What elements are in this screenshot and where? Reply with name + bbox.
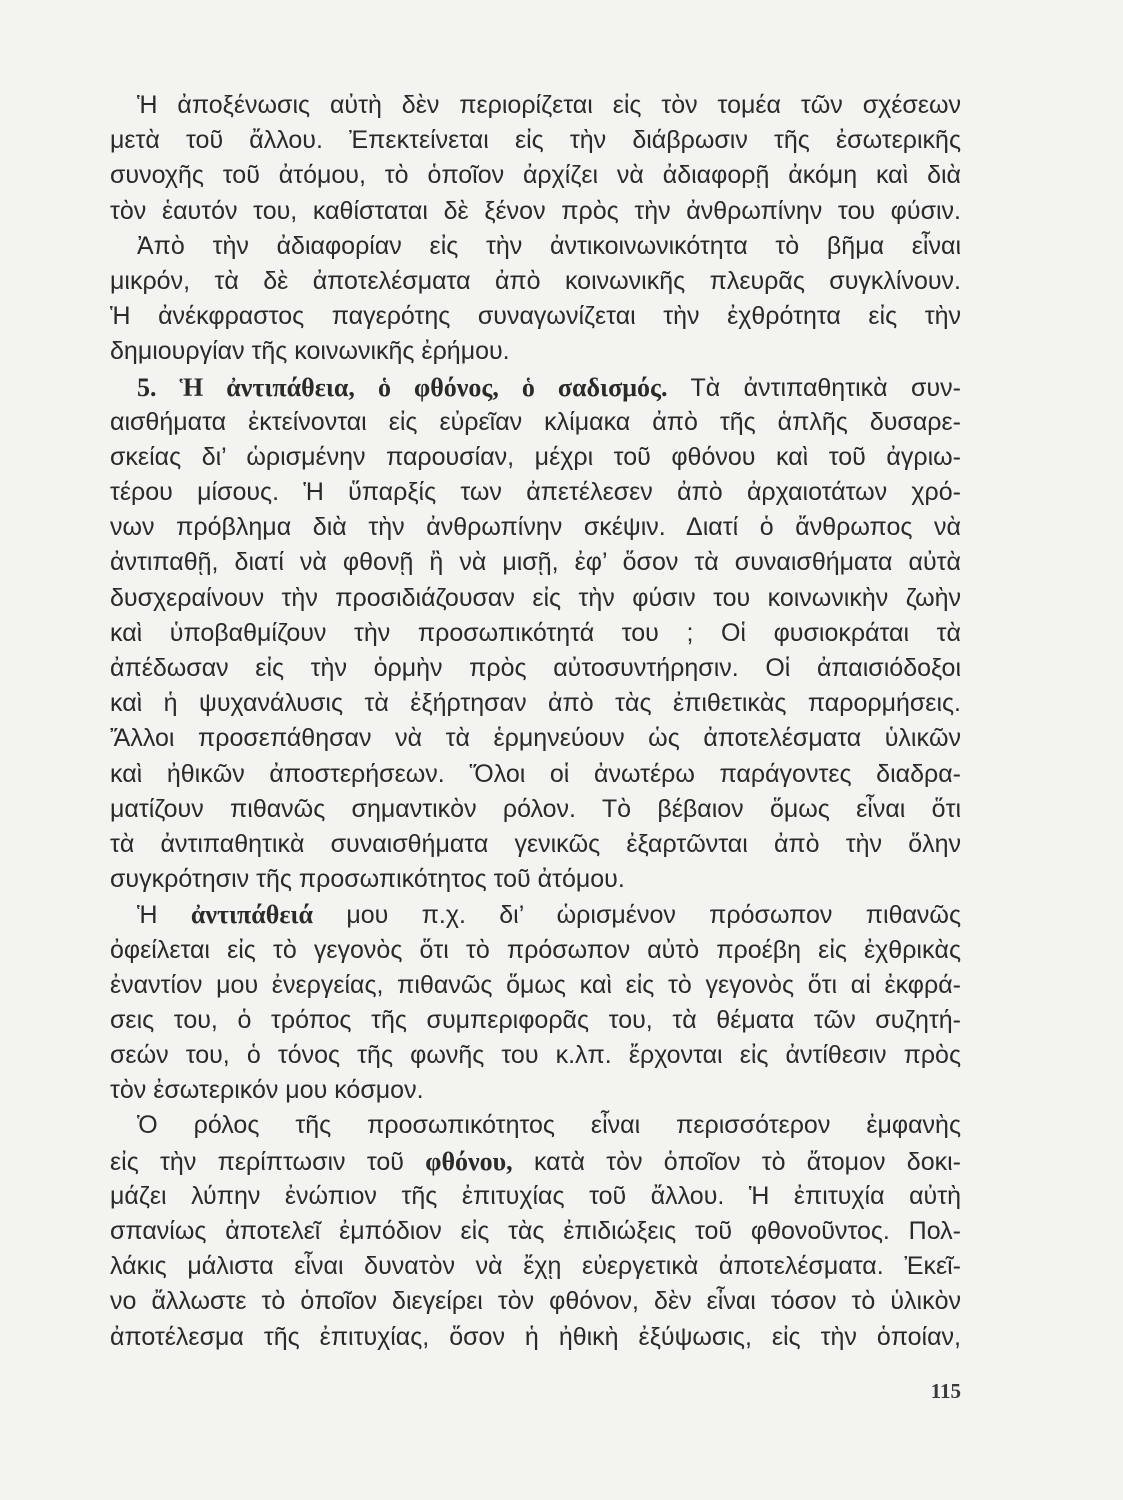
text-line: δημιουργίαν τῆς κοινωνικῆς ἐρήμου. — [110, 337, 510, 366]
text-line: μικρόν, τὰ δὲ ἀποτελέσματα ἀπὸ κοινωνικῆς πλευρᾶς συγκλίνουν. — [110, 266, 961, 295]
text-line: Ὁ ρόλος τῆς προσωπικότητος εἶναι περισσότερον ἐμφανὴς — [137, 1111, 961, 1140]
text-line: αισθήματα ἐκτείνονται εἰς εὐρεῖαν κλίμακα ἀπὸ τῆς ἁπλῆς δυσαρε- — [110, 407, 961, 436]
text-segment: κατὰ τὸν ὁποῖον τὸ ἄτομον δοκι- — [512, 1147, 961, 1176]
emphasis: φθόνου, — [425, 1146, 513, 1176]
text-line — [110, 1144, 961, 1179]
text-line: ὀφείλεται εἰς τὸ γεγονὸς ὅτι τὸ πρόσωπον αὐτὸ προέβη εἰς ἐχθρικὰς — [110, 935, 961, 964]
text-line: καὶ ἠθικῶν ἀποστερήσεων. Ὅλοι οἱ ἀνωτέρω παράγοντες διαδρα- — [110, 759, 961, 788]
text-line: τὰ ἀντιπαθητικὰ συναισθήματα γενικῶς ἐξαρτῶνται ἀπὸ τὴν ὅλην — [110, 829, 961, 858]
text-line: ἀποτέλεσμα τῆς ἐπιτυχίας, ὅσον ἡ ἠθικὴ ἐξύψωσις, εἰς τὴν ὁποίαν, — [110, 1322, 961, 1351]
text-line: τὸν ἐσωτερικόν μου κόσμον. — [110, 1076, 424, 1105]
paragraph — [110, 370, 961, 898]
text-line: λάκις μάλιστα εἶναι δυνατὸν νὰ ἔχῃ εὐεργετικὰ ἀποτελέσματα. Ἐκεῖ- — [110, 1252, 961, 1281]
text-line: νο ἄλλωστε τὸ ὁποῖον διεγείρει τὸν φθόνον, δὲν εἶναι τόσον τὸ ὑλικὸν — [110, 1287, 961, 1316]
text-line — [110, 897, 961, 932]
text-line: τέρου μίσους. Ἡ ὕπαρξίς των ἀπετέλεσεν ἀπὸ ἀρχαιοτάτων χρό- — [110, 478, 961, 507]
text-segment: εἰς τὴν περίπτωσιν τοῦ — [110, 1147, 426, 1176]
text-line: σεών του, ὁ τόνος τῆς φωνῆς του κ.λπ. ἔρχονται εἰς ἀντίθεσιν πρὸς — [110, 1041, 961, 1070]
text-line: ἀπέδωσαν εἰς τὴν ὁρμὴν πρὸς αὐτοσυντήρησιν. Οἱ ἀπαισιόδοξοι — [110, 654, 961, 682]
paragraph — [110, 897, 961, 1108]
text-line: ἀντιπαθῇ, διατί νὰ φθονῇ ἢ νὰ μισῇ, ἐφ’ ὅσον τὰ συναισθήματα αὐτὰ — [110, 548, 961, 577]
section-heading: 5. Ἡ ἀντιπάθεια, ὁ φθόνος, ὁ σαδισμός. — [137, 372, 668, 402]
text-line: μάζει λύπην ἐνώπιον τῆς ἐπιτυχίας τοῦ ἄλλου. Ἡ ἐπιτυχία αὐτὴ — [110, 1181, 961, 1210]
text-line: σπανίως ἀποτελεῖ ἐμπόδιον εἰς τὰς ἐπιδιώξεις τοῦ φθονοῦντος. Πολ- — [110, 1217, 961, 1245]
body-text — [110, 88, 961, 1355]
text-line: καὶ ἡ ψυχανάλυσις τὰ ἐξήρτησαν ἀπὸ τὰς ἐπιθετικὰς παρορμήσεις. — [110, 689, 961, 718]
text-line: Ἡ ἀνέκφραστος παγερότης συναγωνίζεται τὴν ἐχθρότητα εἰς τὴν — [110, 302, 961, 331]
emphasis: ἀντιπάθειά — [190, 900, 314, 930]
text-line: σεις του, ὁ τρόπος τῆς συμπεριφορᾶς του, τὰ θέματα τῶν συζητή- — [110, 1005, 961, 1034]
text-line: μετὰ τοῦ ἄλλου. Ἐπεκτείνεται εἰς τὴν διάβρωσιν τῆς ἐσωτερικῆς — [110, 126, 961, 155]
text-line: νων πρόβλημα διὰ τὴν ἀνθρωπίνην σκέψιν. Διατί ὁ ἄνθρωπος νὰ — [110, 513, 961, 542]
text-line: τὸν ἑαυτόν του, καθίσταται δὲ ξένον πρὸς τὴν ἀνθρωπίνην του φύσιν. — [110, 196, 961, 225]
text-segment: Ἡ — [137, 901, 191, 930]
text-segment: μου π.χ. δι’ ὡρισμένον πρόσωπον πιθανῶς — [313, 901, 961, 930]
text-line: ματίζουν πιθανῶς σημαντικὸν ρόλον. Τὸ βέβαιον ὅμως εἶναι ὅτι — [110, 794, 961, 823]
text-line: συνοχῆς τοῦ ἀτόμου, τὸ ὁποῖον ἀρχίζει νὰ ἀδιαφορῇ ἀκόμη καὶ διὰ — [110, 161, 961, 190]
page-number: 115 — [930, 1379, 961, 1403]
paragraph — [110, 88, 961, 229]
text-line — [110, 370, 961, 405]
text-line: συγκρότησιν τῆς προσωπικότητος τοῦ ἀτόμου. — [110, 865, 625, 894]
text-line: δυσχεραίνουν τὴν προσιδιάζουσαν εἰς τὴν φύσιν του κοινωνικὴν ζωὴν — [110, 583, 961, 612]
text-line: ἐναντίον μου ἐνεργείας, πιθανῶς ὅμως καὶ εἰς τὸ γεγονὸς ὅτι αἱ ἐκφρά- — [110, 970, 961, 999]
text-line: Ἀπὸ τὴν ἀδιαφορίαν εἰς τὴν ἀντικοινωνικότητα τὸ βῆμα εἶναι — [137, 231, 961, 260]
text-line: σκείας δι’ ὡρισμένην παρουσίαν, μέχρι τοῦ φθόνου καὶ τοῦ ἀγριω- — [110, 442, 961, 471]
text-line: Ἡ ἀποξένωσις αὐτὴ δὲν περιορίζεται εἰς τὸν τομέα τῶν σχέσεων — [137, 91, 961, 119]
paragraph — [110, 1108, 961, 1354]
text-line: Ἄλλοι προσεπάθησαν νὰ τὰ ἑρμηνεύουν ὡς ἀποτελέσματα ὑλικῶν — [110, 724, 961, 753]
text-segment: Τὰ ἀντιπαθητικὰ συν- — [667, 373, 961, 402]
paragraph — [110, 229, 961, 370]
text-line: καὶ ὑποβαθμίζουν τὴν προσωπικότητά του ; Οἱ φυσιοκράται τὰ — [110, 618, 961, 647]
